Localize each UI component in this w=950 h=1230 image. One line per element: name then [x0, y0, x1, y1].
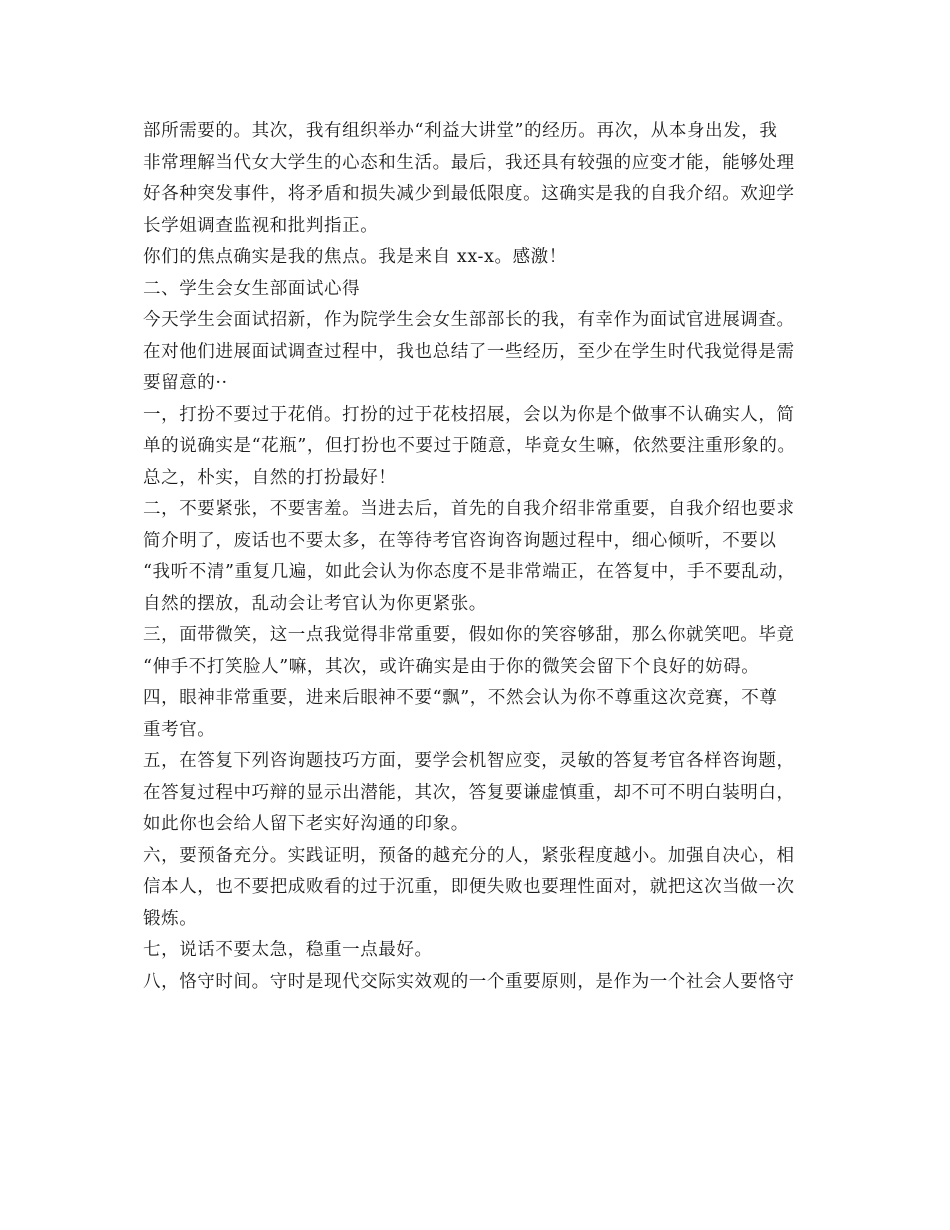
text-line: 五，在答复下列咨询题技巧方面，要学会机智应变，灵敏的答复考官各样咨询题， — [143, 751, 795, 771]
text-line: 如此你也会给人留下老实好沟通的印象。 — [143, 814, 469, 834]
text-line: 四，眼神非常重要，进来后眼神不要“飘”，不然会认为你不尊重这次竞赛，不尊 — [143, 688, 778, 708]
text-line: 非常理解当代女大学生的心态和生活。最后，我还具有较强的应变才能，能够处理 — [143, 152, 795, 173]
text-line: 一，打扮不要过于花俏。打扮的过于花枝招展，会以为你是个做事不认确实人，简 — [143, 404, 795, 425]
text-line: “我听不清”重复几遍，如此会认为你态度不是非常端正，在答复中，手不要乱动， — [143, 562, 796, 582]
text-line: 在对他们进展面试调查过程中，我也总结了一些经历，至少在学生时代我觉得是需 — [143, 341, 795, 362]
text-line: 六，要预备充分。实践证明，预备的越充分的人，紧张程度越小。加强自决心，相 — [143, 845, 795, 866]
text-line: 单的说确实是“花瓶”，但打扮也不要过于随意，毕竟女生嘛，依然要注重形象的。 — [143, 436, 796, 456]
text-line: “伸手不打笑脸人”嘛，其次，或许确实是由于你的微笑会留下个良好的妨碍。 — [143, 656, 760, 677]
section-heading: 二、学生会女生部面试心得 — [143, 278, 361, 299]
text-line: 八，恪守时间。守时是现代交际实效观的一个重要原则，是作为一个社会人要恪守 — [143, 971, 795, 992]
text-line: 信本人，也不要把成败看的过于沉重，即便失败也要理性面对，就把这次当做一次 — [143, 877, 795, 897]
text-line: 简介明了，废话也不要太多，在等待考官咨询咨询题过程中，细心倾听，不要以 — [143, 530, 777, 551]
text-line: 部所需要的。其次，我有组织举办“利益大讲堂”的经历。再次，从本身出发，我 — [143, 121, 778, 141]
text-line: 三，面带微笑，这一点我觉得非常重要，假如你的笑容够甜，那么你就笑吧。毕竟 — [143, 625, 795, 645]
text-line: 重考官。 — [143, 719, 216, 740]
text-line: 七，说话不要太急，稳重一点最好。 — [143, 940, 433, 960]
text-line: 自然的摆放，乱动会让考官认为你更紧张。 — [143, 593, 487, 614]
text-line: 要留意的·· — [143, 373, 228, 393]
text-line: 你们的焦点确实是我的焦点。我是来自 xx-x。感激！ — [143, 247, 567, 267]
text-line: 好各种突发事件，将矛盾和损失减少到最低限度。这确实是我的自我介绍。欢迎学 — [143, 184, 795, 204]
document-body — [143, 116, 823, 998]
text-line: 总之，朴实，自然的打扮最好！ — [143, 467, 397, 488]
text-line: 在答复过程中巧辩的显示出潜能，其次，答复要谦虚慎重，却不可不明白装明白， — [143, 782, 795, 803]
text-line: 二，不要紧张，不要害羞。当进去后，首先的自我介绍非常重要，自我介绍也要求 — [143, 499, 795, 519]
text-line: 今天学生会面试招新，作为院学生会女生部部长的我，有幸作为面试官进展调查。 — [143, 310, 795, 330]
text-line: 长学姐调查监视和批判指正。 — [143, 215, 379, 236]
text-line: 锻炼。 — [143, 908, 198, 929]
